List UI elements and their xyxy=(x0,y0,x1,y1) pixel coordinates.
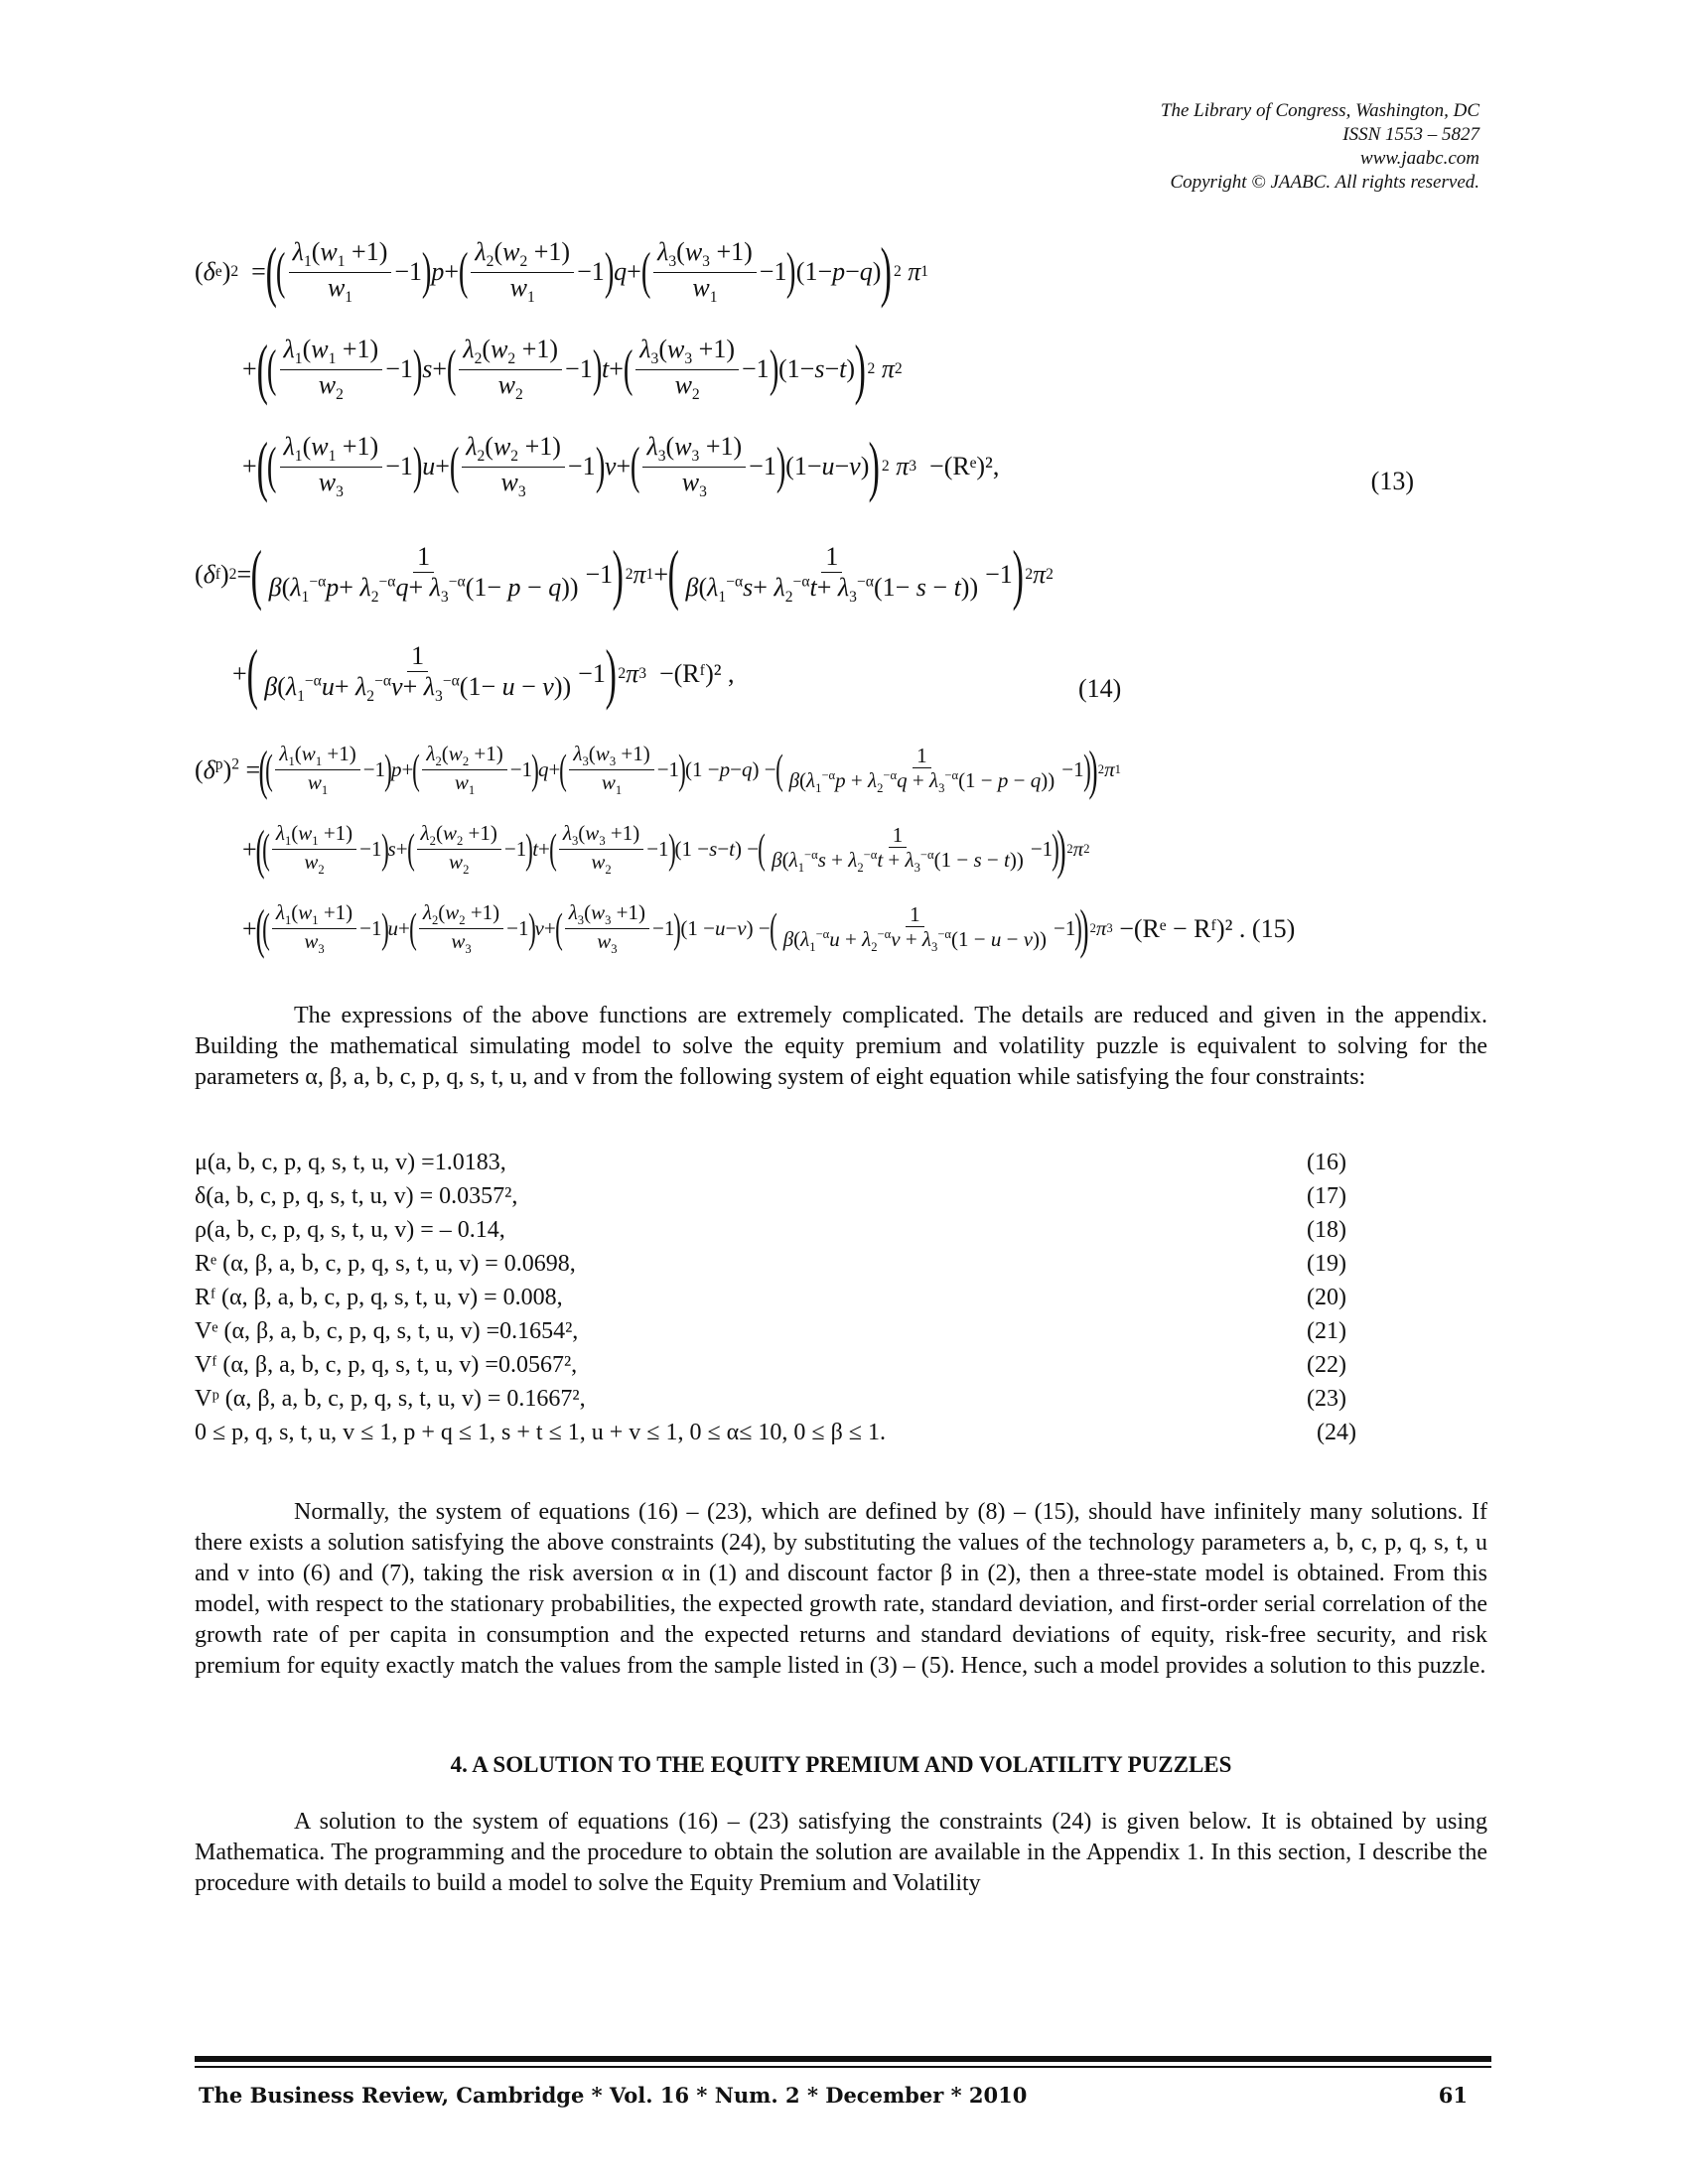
header-line-2: ISSN 1553 – 5827 xyxy=(1342,124,1479,145)
eq15-line3: + ( ( $\frac{\lambda_1(w_1 +1)}{w_3}$ −1 ) u + ( $\frac{\lambda_2(w_2 +1)}{w_3}$ −1 ) v + ( $\frac{\lambda_3(w_3 +1)}{w_3}$ −1 ) (1 − u − v ) − ( $\frac{1}{\beta(\lambda_1^{-\alpha}u + \lambda_2^{-\alpha}v + \lambda_3^{-\alpha}(1 - u - v))}$ −1 ) ) 2 π 3 −(Rᵉ − Rᶠ)² . (15) xyxy=(242,897,1296,959)
section-heading: 4. A SOLUTION TO THE EQUITY PREMIUM AND VOLATILITY PUZZLES xyxy=(450,1752,1232,1777)
system-lhs: δ(a, b, c, p, q, s, t, u, v) = 0.0357², xyxy=(195,1183,518,1209)
system-lhs: Vᶠ (α, β, a, b, c, p, q, s, t, u, v) =0.0567², xyxy=(195,1352,578,1378)
footer-rule-thin xyxy=(195,2066,1491,2068)
footer-rule-thick xyxy=(195,2056,1491,2062)
eq15-number: . (15) xyxy=(1238,913,1296,943)
system-row xyxy=(195,1213,1346,1247)
journal-header xyxy=(1161,99,1479,195)
header-line-3: www.jaabc.com xyxy=(1360,148,1479,169)
system-row xyxy=(195,1314,1346,1348)
eq13-line1: ( δ e ) 2 = ( ( $\frac{\lambda_1(w_1 +1)}{w_1}$ −1 ) p + ( $\frac{\lambda_2(w_2 +1)}{w_1}$ −1 ) q + ( $\frac{\lambda_3(w_3 +1)}{w_1}$ −1 ) (1− p − q ) ) 2 π 1 xyxy=(195,234,929,310)
eq13-number: (13) xyxy=(1370,467,1414,495)
equation-system xyxy=(195,1146,1356,1449)
system-row xyxy=(195,1146,1346,1179)
system-number: (18) xyxy=(1307,1217,1346,1243)
system-lhs: ρ(a, b, c, p, q, s, t, u, v) = – 0.14, xyxy=(195,1217,505,1243)
footer-journal: The Business Review, Cambridge * Vol. 16 * Num. 2 * December * 2010 xyxy=(199,2083,1028,2108)
paragraph-1 xyxy=(195,1001,1487,1093)
system-lhs: Rᵉ (α, β, a, b, c, p, q, s, t, u, v) = 0.0698, xyxy=(195,1251,576,1277)
eq15-line1: $(\delta^p)^2$ = ( ( $\frac{\lambda_1(w_1 +1)}{w_1}$ −1 ) p + ( $\frac{\lambda_2(w_2 +1)}{w_1}$ −1 ) q + ( $\frac{\lambda_3(w_3 +1)}{w_1}$ −1 ) (1 − p − q ) − ( $\frac{1}{\beta(\lambda_1^{-\alpha}p + \lambda_2^{-\alpha}q + \lambda_3^{-\alpha}(1 - p - q))}$ −1 ) ) 2 π 1 xyxy=(195,739,1121,800)
system-row xyxy=(195,1179,1346,1213)
page-footer xyxy=(199,2083,1487,2108)
system-lhs: Rᶠ (α, β, a, b, c, p, q, s, t, u, v) = 0.008, xyxy=(195,1285,563,1310)
system-row xyxy=(195,1382,1346,1416)
system-number: (21) xyxy=(1307,1318,1346,1344)
eq13-line2: + ( ( $\frac{\lambda_1(w_1 +1)}{w_2}$ −1 ) s + ( $\frac{\lambda_2(w_2 +1)}{w_2}$ −1 ) t + ( $\frac{\lambda_3(w_3 +1)}{w_2}$ −1 ) (1− s − t ) ) 2 π 2 xyxy=(242,332,903,407)
system-lhs: μ(a, b, c, p, q, s, t, u, v) =1.0183, xyxy=(195,1150,506,1175)
system-lhs: 0 ≤ p, q, s, t, u, v ≤ 1, p + q ≤ 1, s + t ≤ 1, u + v ≤ 1, 0 ≤ α≤ 10, 0 ≤ β ≤ 1. xyxy=(195,1420,886,1445)
eq14-line2: + ( $\frac{1}{\beta(\lambda_1^{-\alpha}u+ \lambda_2^{-\alpha}v+ \lambda_3^{-\alpha}(1- u - v))}$ −1 ) 2 π 3 −(Rᶠ)² , xyxy=(232,636,735,711)
eq14-number: (14) xyxy=(1078,674,1122,703)
system-row xyxy=(195,1281,1346,1314)
system-number: (24) xyxy=(1317,1420,1356,1445)
eq14-rf: −(Rᶠ)² xyxy=(658,658,722,688)
paragraph-3 xyxy=(195,1807,1487,1899)
equation-13 xyxy=(195,234,1487,536)
system-row xyxy=(195,1416,1356,1449)
system-number: (19) xyxy=(1307,1251,1346,1277)
equation-14 xyxy=(195,537,1487,740)
page-number: 61 xyxy=(1438,2083,1468,2108)
paragraph-2-text: Normally, the system of equations (16) – (23), which are defined by (8) – (15), should have infinitely many solutions. If there exists a solution satisfying the above constraints (24), by substituting the values of the technology parameters a, b, c, p, q, s, t, u and v into (6) and (7), taking the risk aversion α in (1) and discount factor β in (2), then a three-state model is obtained. From this model, with respect to the stationary probabilities, the expected growth rate, standard deviation, and first-order serial correlation of the growth rate of per capita in consumption and the expected returns and standard deviations of equity, risk-free security, and risk premium for equity exactly match the values from the sample listed in (3) – (5). Hence, such a model provides a solution to this puzzle. xyxy=(195,1499,1487,1679)
eq14-line1: ( δ f ) 2 = ( $\frac{1}{\beta(\lambda_1^{-\alpha}p+ \lambda_2^{-\alpha}q+ \lambda_3^{-\alpha}(1- p - q))}$ −1 ) 2 π 1 + ( $\frac{1}{\beta(\lambda_1^{-\alpha}s+ \lambda_2^{-\alpha}t+ \lambda_3^{-\alpha}(1- s - t))}$ −1 ) 2 π 2 xyxy=(195,537,1054,612)
system-lhs: Vᵉ (α, β, a, b, c, p, q, s, t, u, v) =0.1654², xyxy=(195,1318,579,1344)
eq13-tail: −(Rᵉ)², xyxy=(929,452,1000,481)
system-row xyxy=(195,1348,1346,1382)
system-number: (17) xyxy=(1307,1183,1346,1209)
equation-15 xyxy=(195,739,1487,981)
paragraph-1-text: The expressions of the above functions are extremely complicated. The details are reduced and given in the appendix. Building the mathematical simulating model to solve the equity premium and volatility puzzle is equivalent to solving for the parameters α, β, a, b, c, p, q, s, t, u, and v from the following system of eight equation while satisfying the four constraints: xyxy=(195,1003,1487,1090)
system-number: (16) xyxy=(1307,1150,1346,1175)
eq15-tail: −(Rᵉ − Rᶠ)² xyxy=(1119,913,1233,943)
header-line-4: Copyright © JAABC. All rights reserved. xyxy=(1170,172,1479,193)
paragraph-3-text: A solution to the system of equations (16) – (23) satisfying the constraints (24) is given below. It is obtained by using Mathematica. The programming and the procedure to obtain the solution are available in the Appendix 1. In this section, I describe the procedure with details to build a model to solve the Equity Premium and Volatility xyxy=(195,1809,1487,1896)
system-lhs: Vᵖ (α, β, a, b, c, p, q, s, t, u, v) = 0.1667², xyxy=(195,1386,586,1412)
eq13-line3: + ( ( $\frac{\lambda_1(w_1 +1)}{w_3}$ −1 ) u + ( $\frac{\lambda_2(w_2 +1)}{w_3}$ −1 ) v + ( $\frac{\lambda_3(w_3 +1)}{w_3}$ −1 ) (1− u − v ) ) 2 π 3 −(Rᵉ)², xyxy=(242,429,1000,504)
system-row xyxy=(195,1247,1346,1281)
system-number: (20) xyxy=(1307,1285,1346,1310)
system-number: (23) xyxy=(1307,1386,1346,1412)
header-line-1: The Library of Congress, Washington, DC xyxy=(1160,100,1479,121)
eq14-tail: , xyxy=(728,658,735,688)
paragraph-2 xyxy=(195,1497,1487,1682)
system-number: (22) xyxy=(1307,1352,1346,1378)
eq15-line2: + ( ( $\frac{\lambda_1(w_1 +1)}{w_2}$ −1 ) s + ( $\frac{\lambda_2(w_2 +1)}{w_2}$ −1 ) t + ( $\frac{\lambda_3(w_3 +1)}{w_2}$ −1 ) (1 − s − t ) − ( $\frac{1}{\beta(\lambda_1^{-\alpha}s + \lambda_2^{-\alpha}t + \lambda_3^{-\alpha}(1 - s - t))}$ −1 ) ) 2 π 2 xyxy=(242,818,1090,880)
